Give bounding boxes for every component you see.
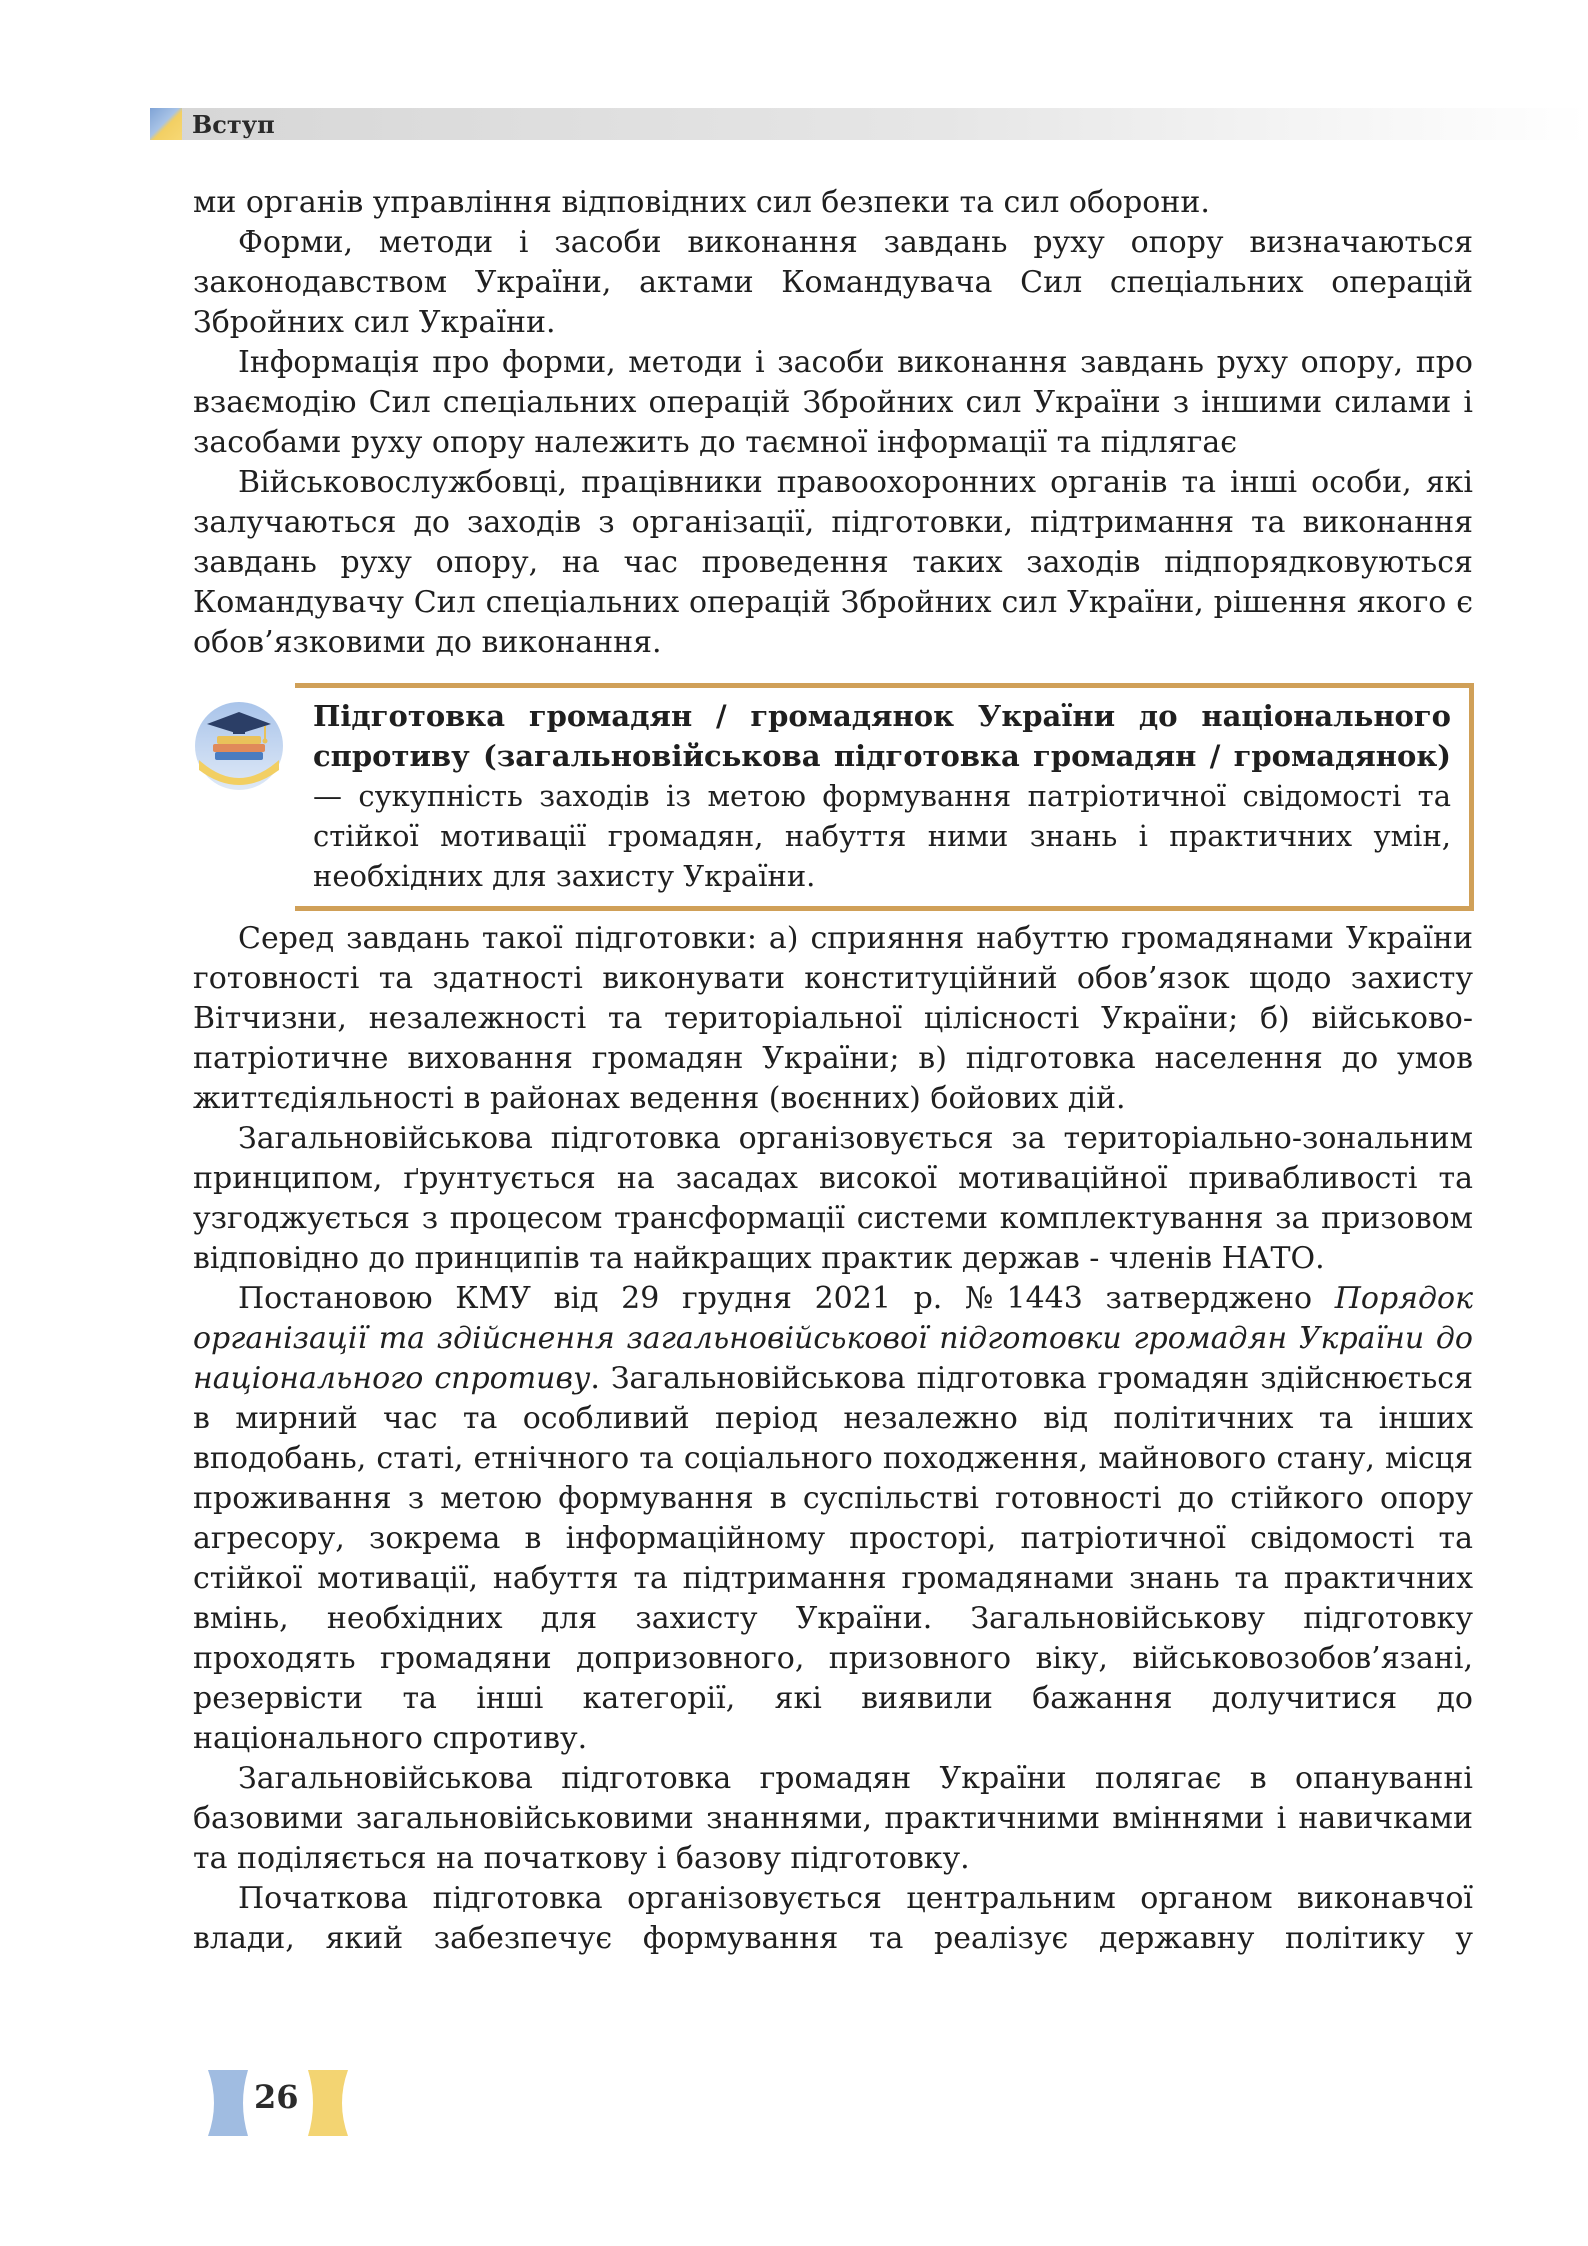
paragraph-3: Інформація про форми, методи і засоби виконання завдань руху опору, про взаємодію Сил спеціальних операцій Збройних сил України з іншими силами і засобами руху опору належить до таємної інформації та підлягає — [193, 345, 1473, 460]
header-bar — [150, 108, 1588, 140]
paragraph-decree — [193, 1279, 1473, 1759]
paragraph-2: Форми, методи і засоби виконання завдань руху опору визначаються законодавством України, актами Командувача Сил спеціальних операцій Збройних сил України. — [193, 225, 1473, 340]
paragraph-5: Серед завдань такої підготовки: а) сприяння набуттю громадянами України готовності та здатності виконувати конституційний обов’язок щодо захисту Вітчизни, незалежності та територіальної цілісності України; б) військово-патріотичне виховання громадян України; в) підготовка населення до умов життєдіяльності в районах ведення (воєнних) бойових дій. — [193, 921, 1473, 1116]
definition-text — [313, 696, 1451, 896]
paragraph-7: Загальновійськова підготовка громадян України полягає в опануванні базовими загальновійськовими знаннями, практичними вміннями і навичками та поділяється на початкову і базову підготовку. — [193, 1761, 1473, 1876]
page-number-badge — [208, 2070, 348, 2136]
decree-after: . Загальновійськова підготовка громадян здійснюється в мирний час та особливий період незалежно від політичних та інших вподобань, статі, етнічного та соціального походження, майнового стану, місця проживання з метою формування в суспільстві готовності до стійкого опору агресору, зокрема в інформаційному просторі, патріотичної свідомості та стійкої мотивації, набуття та підтримання громадянами знань та практичних вмінь, необхідних для захисту України. Загальновійськову підготовку проходять громадяни допризовного, призовного віку, військовозобов’язані, резервісти та інші категорії, які виявили бажання долучитися до національного спротиву. — [193, 1361, 1474, 1756]
paragraph-1: ми органів управління відповідних сил безпеки та сил оборони. — [193, 185, 1210, 220]
paragraph-8: Початкова підготовка організовується центральним органом виконавчої влади, який забезпечує формування та реалізує державну політику у — [193, 1881, 1473, 1956]
decree-italic-title: Порядок організації та здійснення загальновійськової підготовки громадян України до національного спротиву — [193, 1281, 1473, 1396]
paragraph-4: Військовослужбовці, працівники правоохоронних органів та інші особи, які залучаються до заходів з організації, підготовки, підтримання та виконання завдань руху опору, на час проведення таких заходів підпорядковуються Командувачу Сил спеціальних операцій Збройних сил України, рішення якого є обов’язковими до виконання. — [193, 465, 1473, 660]
definition-term: Підготовка громадян / громадянок України до національного спротиву (загальновійськова підготовка громадян / громадянок) — [313, 699, 1451, 773]
definition-body: — сукупність заходів із метою формування патріотичної свідомості та стійкої мотивації громадян, набуття ними знань і практичних умін, необхідних для захисту України. — [313, 779, 1451, 893]
paragraph-6: Загальновійськова підготовка організовується за територіально-зональним принципом, ґрунтується на засадах високої мотиваційної привабливості та узгоджується з процесом трансформації системи комплектування за призовом відповідно до принципів та найкращих практик держав - членів НАТО. — [193, 1121, 1473, 1276]
header-corner-mark — [150, 108, 182, 140]
section-title: Вступ — [192, 110, 275, 139]
decree-before: Постановою КМУ від 29 грудня 2021 р. №1443 затверджено — [238, 1281, 1335, 1316]
definition-box — [295, 683, 1474, 911]
graduation-cap-books-icon — [193, 700, 285, 792]
page-content — [193, 183, 1473, 1959]
page-number: 26 — [254, 2078, 299, 2116]
